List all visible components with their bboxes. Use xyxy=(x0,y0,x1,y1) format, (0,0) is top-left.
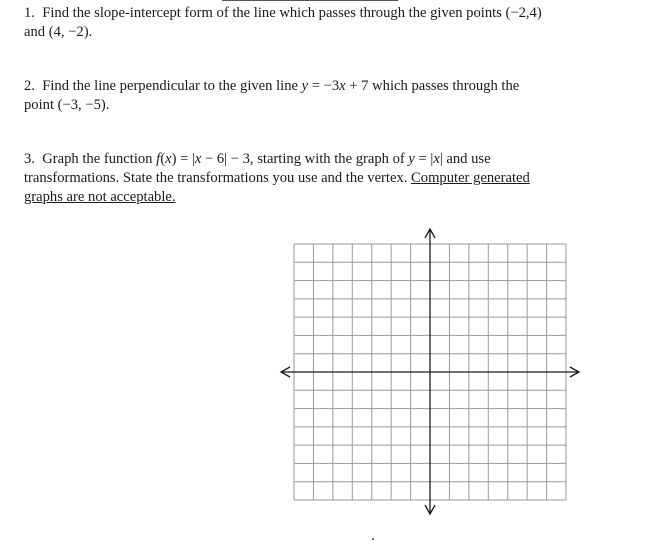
problem-number: 1. xyxy=(24,5,35,21)
problem-2-line xyxy=(24,77,624,96)
problem-text: transformations. State the transformations you use and the vertex. xyxy=(24,170,412,186)
problem-1 xyxy=(24,4,624,42)
problem-text: and (4, −2). xyxy=(24,24,93,40)
underlined-text: Computer generated xyxy=(411,170,530,186)
math-variable: y xyxy=(408,151,415,167)
problem-1-line xyxy=(24,4,624,23)
problem-text: ) = | xyxy=(171,151,195,167)
math-variable: f xyxy=(156,151,161,167)
coordinate-grid xyxy=(276,226,584,516)
problem-text: Graph the function xyxy=(42,151,157,167)
problem-2 xyxy=(24,77,624,115)
problem-3 xyxy=(24,150,624,207)
problem-text: | and use xyxy=(439,151,491,167)
problem-text: ( xyxy=(160,151,166,167)
problem-number: 3. xyxy=(24,151,35,167)
math-variable: x xyxy=(165,151,172,167)
problem-number: 2. xyxy=(24,78,35,94)
problem-text: = | xyxy=(414,151,434,167)
problem-2-line xyxy=(24,96,624,115)
problem-3-line xyxy=(24,169,624,188)
problem-text: Find the line perpendicular to the given line xyxy=(42,78,302,94)
stray-mark xyxy=(372,538,374,540)
problem-1-line xyxy=(24,23,624,42)
problem-text: point (−3, −5). xyxy=(24,97,110,113)
problem-text: Find the slope-intercept form of the line which passes through the given points (−2,4) xyxy=(42,5,542,21)
math-variable: x xyxy=(194,151,202,167)
problem-text: − 6| − 3, starting with the graph of xyxy=(201,151,409,167)
underlined-text: graphs are not acceptable. xyxy=(24,189,176,205)
top-rule xyxy=(222,0,398,1)
problem-3-line xyxy=(24,150,624,169)
problem-text: = −3 xyxy=(308,78,340,94)
coordinate-grid-svg xyxy=(276,226,584,516)
math-variable: y xyxy=(301,78,309,94)
math-variable: x xyxy=(339,78,346,94)
problem-text: + 7 which passes through the xyxy=(345,78,520,94)
math-variable: x xyxy=(433,151,440,167)
problem-3-line xyxy=(24,188,624,207)
